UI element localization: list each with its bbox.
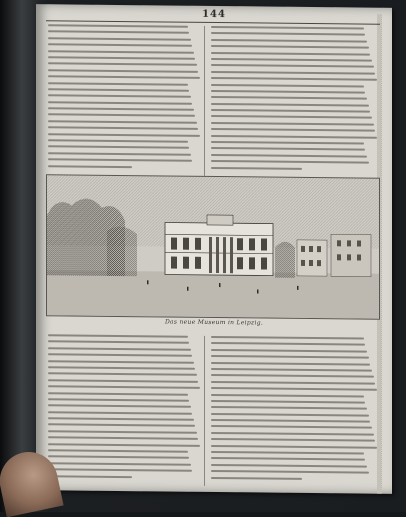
text-line [48,398,189,401]
text-line [211,445,377,449]
text-line [48,133,200,137]
text-line [48,56,195,60]
text-line [211,425,372,429]
text-column-left-bottom [48,334,200,483]
text-line [211,374,374,378]
text-line [211,167,302,170]
text-line [48,437,198,441]
text-line [211,90,365,94]
text-line [48,37,191,40]
text-line [48,449,188,452]
text-line [48,392,188,395]
museum-illustration [47,175,379,318]
text-line [48,430,197,434]
text-line [211,342,365,346]
text-line [48,443,200,447]
text-line [48,114,195,118]
text-line [48,165,132,168]
text-line [211,128,375,132]
text-line [211,77,377,81]
text-line [48,82,188,85]
text-line [211,349,367,353]
text-line [48,341,189,344]
text-line [211,438,375,442]
text-line [48,353,192,357]
text-line [211,387,377,391]
text-line [211,141,364,145]
text-line [211,26,364,30]
text-line [48,88,189,91]
text-line [211,96,367,100]
text-line [48,411,192,415]
column-divider-bottom [204,336,205,486]
text-line [48,360,194,364]
text-line [211,58,372,62]
text-line [211,135,377,139]
text-line [48,456,189,459]
text-line [211,470,369,474]
page-number: 144 [202,8,226,21]
text-line [48,95,191,98]
book-cover-edge [0,0,40,512]
text-line [211,52,370,56]
text-line [211,451,364,455]
text-line [48,424,195,428]
text-line [211,103,369,107]
text-line [48,379,198,383]
text-line [48,101,192,105]
text-column-right-bottom [211,336,377,485]
text-line [48,31,189,34]
text-line [48,107,194,111]
museum-engraving [46,174,380,319]
text-line [48,366,195,370]
text-line [48,63,197,67]
text-line [211,368,372,372]
text-line [211,122,374,126]
text-line [48,152,191,155]
text-line [48,50,194,54]
text-line [48,462,191,465]
text-line [211,336,364,340]
book-page [36,4,392,494]
text-line [211,160,369,164]
text-line [48,139,188,142]
column-divider [204,26,205,176]
text-line [211,39,367,43]
text-line [48,373,197,377]
text-line [48,69,198,73]
text-line [211,154,367,158]
text-line [211,362,370,366]
text-line [48,146,189,149]
text-column-right-top [211,26,377,175]
text-line [48,468,192,472]
text-line [211,64,374,68]
text-column-left-top [48,24,200,173]
text-line [48,475,132,478]
text-line [211,393,364,397]
text-line [211,71,375,75]
text-line [48,405,191,408]
text-line [211,45,369,49]
text-line [211,32,365,36]
text-line [48,75,200,79]
text-line [211,432,374,436]
text-line [211,406,367,410]
text-line [211,457,365,461]
text-line [211,109,370,113]
text-line [211,464,367,468]
text-line [48,334,188,337]
illustration-caption: Das neue Museum in Leipzig. [164,318,264,327]
text-line [211,355,369,359]
text-line [211,413,369,417]
text-line [48,127,198,131]
text-line [211,147,365,151]
text-line [48,385,200,389]
text-line [48,24,188,27]
text-line [48,120,197,124]
text-line [211,419,370,423]
text-line [48,43,192,47]
text-line [48,158,192,162]
text-line [211,381,375,385]
text-line [48,417,194,421]
text-line [211,400,365,404]
text-line [211,83,364,87]
text-line [48,347,191,350]
text-line [211,115,372,119]
text-line [211,477,302,480]
